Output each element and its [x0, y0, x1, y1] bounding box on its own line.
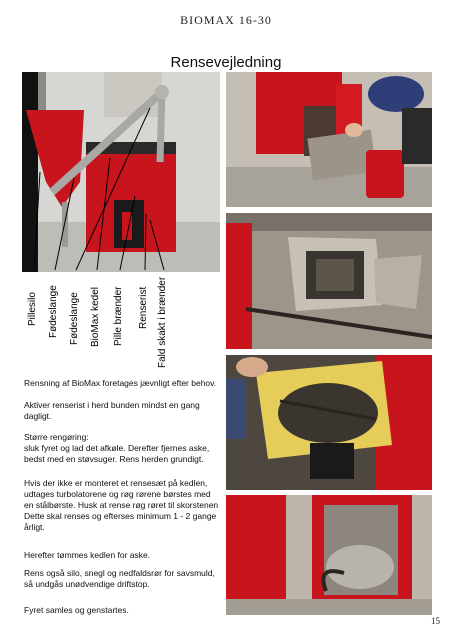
page-number: 15 [431, 616, 440, 626]
page-header: BIOMAX 16-30 [180, 13, 272, 27]
paragraph-6: Herefter tømmes kedlen for aske. [24, 550, 151, 560]
ash-removal-photo [226, 72, 432, 207]
burner-pot-photo [226, 213, 432, 349]
label-biomax-kedel: BioMax kedel [90, 286, 101, 347]
label-fodeslange-1: Fødeslange [48, 285, 59, 338]
label-fodeslange-2: Fødeslange [69, 292, 80, 345]
paragraph-1: Rensning af BioMax foretages jævnligt efter behov. [24, 378, 217, 388]
page-title: Rensevejledning [170, 54, 282, 71]
label-pillesilo: Pillesilo [27, 292, 38, 326]
paragraph-4: sluk fyret og lad det afkøle. Derefter fjernes aske, bedst med en støvsuger. Rens herden grundigt. [24, 443, 210, 464]
ash-chamber-photo [226, 495, 432, 615]
open-boiler-photo [226, 355, 432, 490]
paragraph-3: Større rengøring: [24, 432, 89, 442]
paragraph-5: Hvis der ikke er monteret et rensesæt på kedlen, udtages turbolatorene og røg rørene børstes med en stålbørste. Husk at rense røg røret til skorstenen Dette skal renses og efterses minimum 1 - 2 gange årligt. [24, 478, 219, 532]
paragraph-2: Aktiver renserist i herd bunden mindst en gang dagligt. [24, 400, 200, 421]
label-renserist: Renserist [138, 286, 149, 329]
label-fald-skakt: Fald skakt i brænder [157, 276, 168, 368]
label-pille-braender: Pille brænder [113, 286, 124, 346]
paragraph-7: Rens også silo, snegl og nedfaldsrør for savsmuld, så undgås unødvendige driftstop. [24, 568, 215, 589]
paragraph-8: Fyret samles og genstartes. [24, 605, 129, 615]
